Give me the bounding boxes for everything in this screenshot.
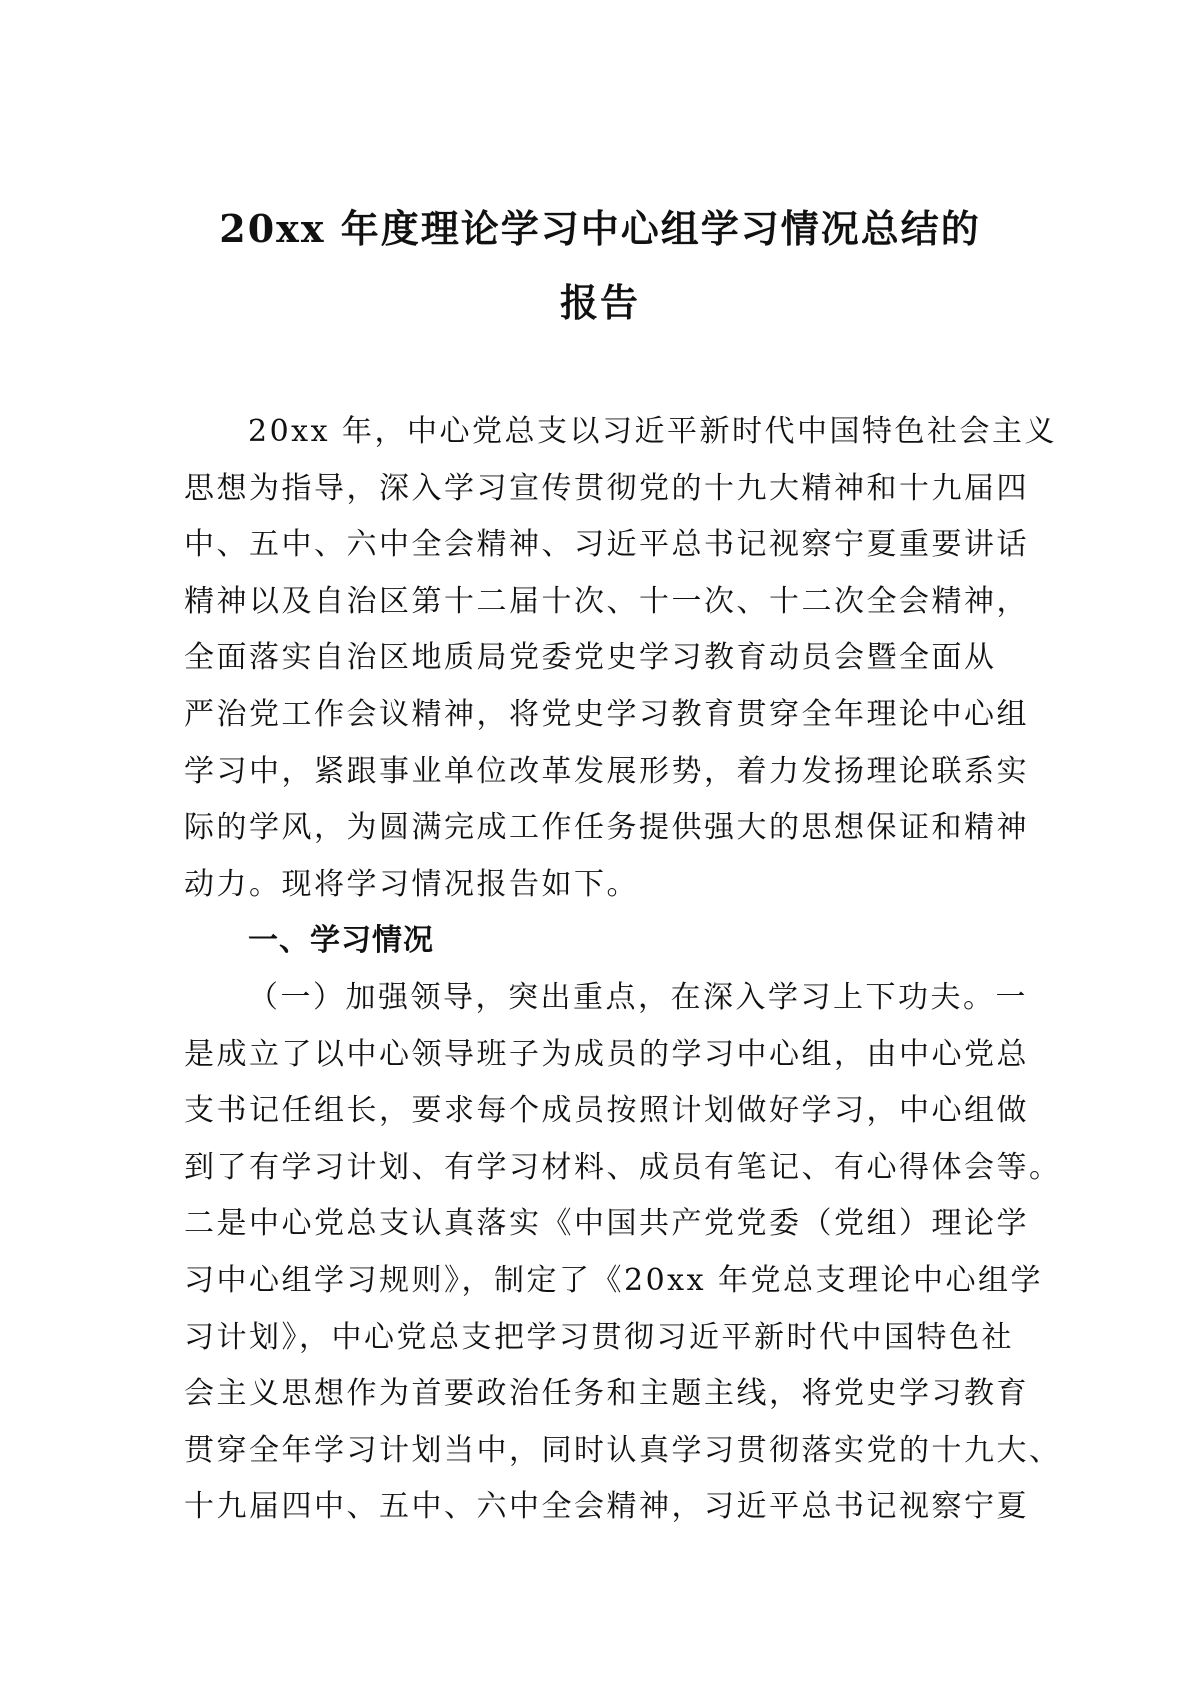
paragraph-line: 际的学风，为圆满完成工作任务提供强大的思想保证和精神 bbox=[184, 810, 1029, 846]
paragraph-line: 习中心组学习规则》，制定了《20xx 年党总支理论中心组学 bbox=[184, 1262, 1044, 1298]
document-body bbox=[184, 404, 1062, 1536]
paragraph-line: 精神以及自治区第十二届十次、十一次、十二次全会精神， bbox=[184, 583, 1029, 619]
title-line-2: 报告 bbox=[559, 280, 640, 325]
title-line-1: 20xx 年度理论学习中心组学习情况总结的 bbox=[219, 206, 981, 251]
paragraph-line: 是成立了以中心领导班子为成员的学习中心组，由中心党总 bbox=[184, 1036, 1029, 1072]
paragraph-line: 贯穿全年学习计划当中，同时认真学习贯彻落实党的十九大、 bbox=[184, 1432, 1062, 1468]
paragraph-line: 会主义思想作为首要政治任务和主题主线，将党史学习教育 bbox=[184, 1376, 1029, 1412]
paragraph-line: 动力。现将学习情况报告如下。 bbox=[184, 866, 639, 902]
paragraph-line: 习计划》，中心党总支把学习贯彻习近平新时代中国特色社 bbox=[184, 1319, 1014, 1355]
section-heading: 一、学习情况 bbox=[248, 923, 434, 959]
paragraph-line: （一）加强领导，突出重点，在深入学习上下功夫。一 bbox=[248, 979, 1028, 1015]
paragraph-line: 严治党工作会议精神，将党史学习教育贯穿全年理论中心组 bbox=[184, 696, 1029, 732]
paragraph-line: 二是中心党总支认真落实《中国共产党党委（党组）理论学 bbox=[184, 1206, 1029, 1242]
paragraph-line: 中、五中、六中全会精神、习近平总书记视察宁夏重要讲话 bbox=[184, 527, 1029, 563]
paragraph-line: 20xx 年，中心党总支以习近平新时代中国特色社会主义 bbox=[248, 414, 1058, 449]
paragraph-line: 思想为指导，深入学习宣传贯彻党的十九大精神和十九届四 bbox=[184, 470, 1029, 506]
paragraph-line: 支书记任组长，要求每个成员按照计划做好学习，中心组做 bbox=[184, 1093, 1029, 1129]
document-title bbox=[175, 192, 1025, 340]
paragraph-line: 学习中，紧跟事业单位改革发展形势，着力发扬理论联系实 bbox=[184, 753, 1029, 789]
paragraph-line: 十九届四中、五中、六中全会精神，习近平总书记视察宁夏 bbox=[184, 1489, 1029, 1525]
paragraph-line: 全面落实自治区地质局党委党史学习教育动员会暨全面从 bbox=[184, 640, 997, 676]
paragraph-line: 到了有学习计划、有学习材料、成员有笔记、有心得体会等。 bbox=[184, 1149, 1062, 1185]
